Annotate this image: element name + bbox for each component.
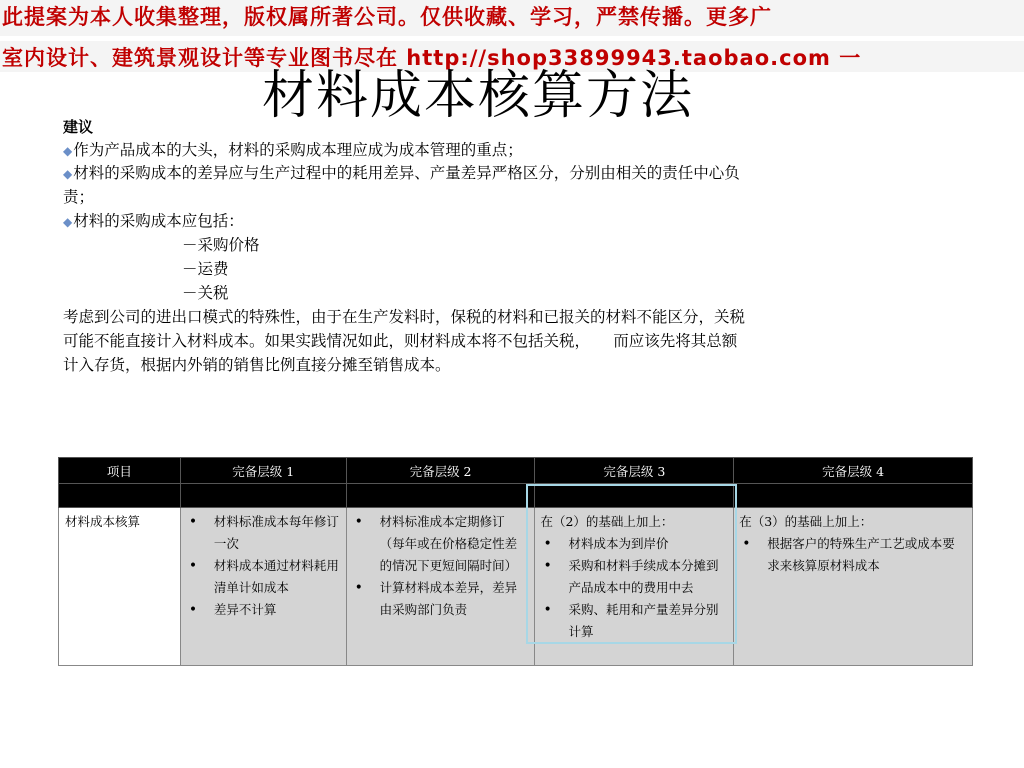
level-1-cell: [180, 508, 346, 666]
bullet-item: ◆材料的采购成本的差异应与生产过程中的耗用差异、产量差异严格区分，分别由相关的责任中心负: [63, 164, 740, 182]
diamond-bullet-icon: ◆: [63, 144, 73, 158]
section-heading: 建议: [63, 118, 94, 136]
list-item: • 采购和材料手续成本分摊到产品成本中的费用中去: [540, 555, 728, 599]
list-item: • 差异不计算: [186, 599, 341, 621]
header-level-2: 完备层级 2: [346, 458, 535, 484]
list-item: • 材料成本为到岸价: [540, 533, 728, 555]
level-4-intro: 在（3）的基础上加上：: [739, 514, 873, 529]
table-header-row: [59, 458, 973, 484]
header-level-3: 完备层级 3: [535, 458, 734, 484]
bullet-continuation: 责；: [63, 188, 95, 206]
copyright-banner: 此提案为本人收集整理，版权属所著公司。仅供收藏、学习，严禁传播。更多广: [0, 0, 1024, 36]
diamond-bullet-icon: ◆: [63, 167, 73, 181]
page-title: 材料成本核算方法: [262, 66, 695, 126]
level-3-intro: 在（2）的基础上加上：: [540, 514, 674, 529]
level-2-cell: [346, 508, 535, 666]
level-3-cell: [535, 508, 734, 666]
list-item: • 根据客户的特殊生产工艺或成本要求来核算原材料成本: [739, 533, 967, 577]
level-4-cell: [734, 508, 973, 666]
sub-item-tariff: －关税: [182, 284, 229, 302]
maturity-table: [58, 457, 973, 666]
paragraph-line: 计入存货，根据内外销的销售比例直接分摊至销售成本。: [63, 356, 451, 374]
bullet-item: ◆材料的采购成本应包括：: [63, 212, 244, 230]
list-item: • 采购、耗用和产量差异分别计算: [540, 599, 728, 643]
header-item: 项目: [59, 458, 181, 484]
list-item: • 材料标准成本定期修订（每年或在价格稳定性差的情况下更短间隔时间）: [352, 511, 530, 577]
diamond-bullet-icon: ◆: [63, 215, 73, 229]
list-item: • 材料标准成本每年修订一次: [186, 511, 341, 555]
paragraph-line: 可能不能直接计入材料成本。如果实践情况如此，则材料成本将不包括关税， 而应该先将其总额: [63, 332, 738, 350]
list-item: • 材料成本通过材料耗用清单计如成本: [186, 555, 341, 599]
shop-link-banner[interactable]: 室内设计、建筑景观设计等专业图书尽在 http://shop33899943.taobao.com 一: [0, 41, 1024, 72]
header-level-4: 完备层级 4: [734, 458, 973, 484]
list-item: • 计算材料成本差异，差异由采购部门负责: [352, 577, 530, 621]
row-label: 材料成本核算: [59, 508, 181, 666]
paragraph-line: 考虑到公司的进出口模式的特殊性，由于在生产发料时，保税的材料和已报关的材料不能区分，关税: [63, 308, 746, 326]
sub-item-freight: －运费: [182, 260, 229, 278]
table-spacer-row: [59, 484, 973, 508]
table-row: [59, 508, 973, 666]
sub-item-purchase-price: －采购价格: [182, 236, 260, 254]
header-level-1: 完备层级 1: [180, 458, 346, 484]
bullet-item: ◆作为产品成本的大头，材料的采购成本理应成为成本管理的重点；: [63, 141, 523, 159]
